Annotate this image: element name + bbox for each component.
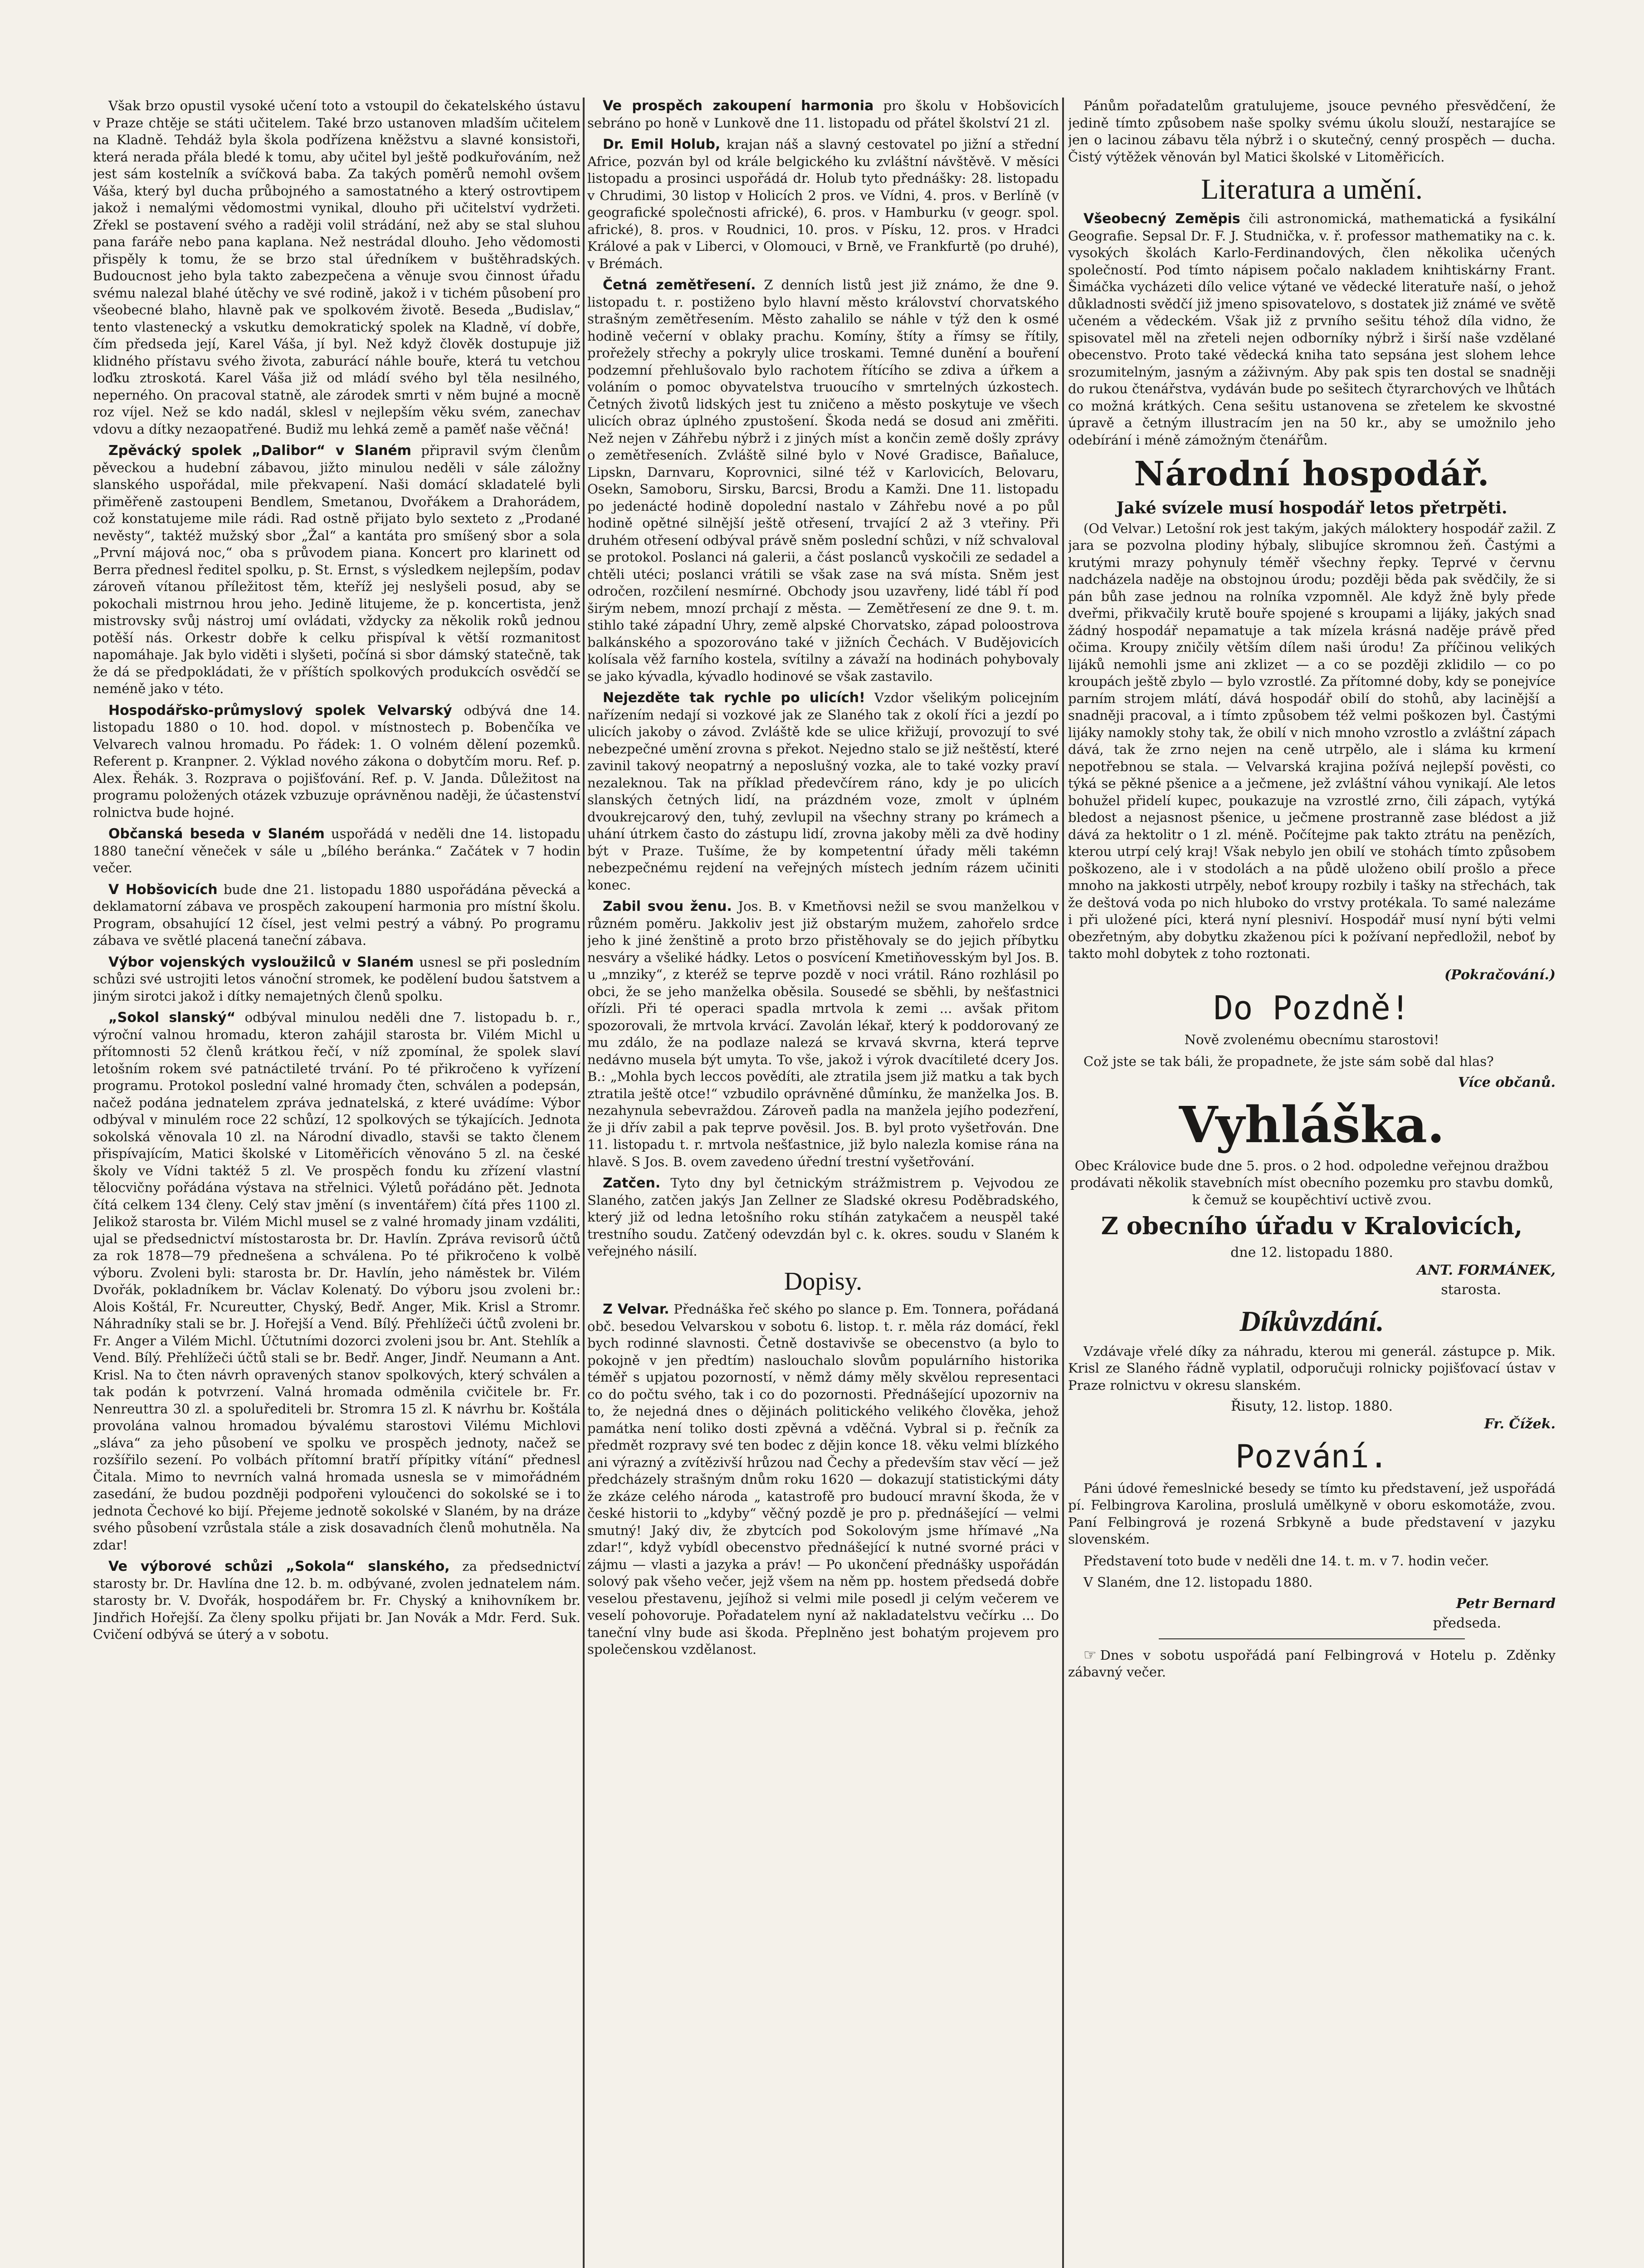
article-text: Však brzo opustil vysoké učení toto a vstoupil do čekatelského ústavu v Praze chtěje se státi učitelem. Také brzo ustanoven mladším učitelem na Kladně. Tehdáž byla škola podřízena kněžstvu a slavné konsistoři, která nerada přála bledé k tomu, aby učitel byl ještě podkuřováním, než jest sám kostelník a svíčková baba. Za takých poměrů nemohl ovšem Váša, který byl ducha průbojného a samostatného a který ostrovtipem jakož i nemalými vědomostmi vynikal, dlouho při učitelství vydržeti. Zřekl se postavení svého a raději volil strádání, než aby se stal sluhou pana faráře nebo pana kaplana. Než nestrádal dlouho. Jeho vědomosti přispěly k tomu, že se brzo stal úředníkem v buštěhradských. Budoucnost jeho byla takto zabezpečena a věnuje svou činnost úřadu svému nalezal blahé útěchy ve své rodině, jakož i v tichém působení pro všeobecné blaho, hlavně pak ve spolkovém životě. Beseda „Budislav,“ tento vlastenecký a vskutku demokratický spolek na Kladně, ví dobře, čím předseda její, Karel Váša, jí byl. Než když člověk dostupuje již klidného přístavu svého života, zaburácí náhle bouře, která tu vetchou loďku ztroskotá. Karel Váša již od mládí svého byl těla nesilného, neperného. On pracoval statně, ale zárodek smrti v něm bujné a mocně roz víjel. Než se kdo nadál, sklesl v nejlepším věku svém, zanechav vdovu a dítky nezaopatřené. Budiž mu lehká země a paměť naše věčná! xyxy=(93,98,581,437)
article-paragraph xyxy=(93,442,581,698)
article-paragraph xyxy=(587,1301,1059,1658)
article-text: Páni údové řemeslnické besedy se tímto ku představení, jež uspořádá pí. Felbingrova Karolina, proslulá umělkyně v oboru eskomotáže, zvou. Paní Felbingrová je rozená Srbkyně a bude představení v jazyku slovenském. xyxy=(1068,1480,1556,1547)
article-heading: Četná zemětřesení. xyxy=(603,277,756,293)
column-middle xyxy=(587,98,1059,2268)
article-paragraph xyxy=(93,98,581,438)
article-heading: Občanská beseda v Slaném xyxy=(108,826,325,842)
column-left xyxy=(93,98,581,2268)
article-paragraph xyxy=(93,881,581,949)
article-text: za předsednictví starosty br. Dr. Havlína dne 12. b. m. odbývané, zvolen jednatelem nám. starosty br. V. Dvořák, hospodářem br. Fr. Chyský a knihovníkem br. Jindřich Hořejší. Za členy spolku přijati br. Jan Novák a Mdr. Ferd. Suk. Cvičení odbývá se úterý a v sobotu. xyxy=(93,1559,581,1642)
article-text: Což jste se tak báli, že propadnete, že jste sám sobě dal hlas? xyxy=(1083,1053,1494,1069)
article-text: Z denních listů jest již známo, že dne 9. listopadu t. r. postiženo bylo hlavní město království chorvatského strašným zemětřesením. Město zahalilo se náhle v týž den k osmé hodině večerní v oblaky prachu. Komíny, štíty a římsy se řítily, prořežely střechy a pokryly ulice troskami. Temné dunění a bouření podzemní přehlušovalo bylo rachotem řítícího se zdiva a úřkem a voláním o pomoc obyvatelstva truoucího v smrtelných úzkostech. Četných životů lidských jest tu zničeno a město poskytuje ve všech ulicích obraz úplného zpustošení. Škoda nedá se dosud ani změřiti. Než nejen v Záhřebu nýbrž i z jiných míst a končin země došly zprávy o zemětřeseních. Zvláště silné bylo v Nové Gradisce, Bañaluce, Lipskn, Darnvaru, Koprovnici, silné též v Karlovicích, Belovaru, Osekn, Samoboru, Sirsku, Barcsi, Brodu a Kamži. Dne 11. listopadu po jedenácté hodině dopolední nastalo v Záhřebu nové a po půl hodině opětné silnější ještě otřesení, trvající 2 až 3 vteřiny. Při druhém otřesení odbýval právě sněm poslední schůzi, v níž schvaloval se protokol. Poslanci ná galerii, a část poslanců vyskočili ze sedadel a chtěli utéci; poslanci vrátili se však zase na svá místa. Sněm jest odročen, rozčilení nesmírné. Obchody jsou uzavřeny, lidé tábl ří pod širým nebem, mnozí prchají z města. — Zemětřesení ze dne 9. t. m. stihlo také západní Uhry, země alpské Chorvatsko, západ poloostrova balkánského a spozorováno také v jižních Čechách. V Budějovicích kolísala věž farního kostela, svítilny a závaží na hodinách pohybovaly se jako kývadla, kývadlo hodinové se však zastavilo. xyxy=(587,277,1059,684)
article-text: krajan náš a slavný cestovatel po jižní a střední Africe, pozván byl od krále belgického ku zvláštní návštěvě. V měsíci listopadu a prosinci uspořádá dr. Holub tyto přednášky: 28. listopadu v Chrudimi, 30 listop v Holicích 2 pros. ve Vídni, 4. pros. v Berlíně (v geografické společnosti africké), 6. pros. v Hamburku (v geogr. spol. africké), 8. pros. v Roudnici, 10. pros. v Písku, 12. pros. v Hradci Králové a pak v Liberci, v Olomouci, v Brně, ve Frankfurtě (po druhé), v Brémách. xyxy=(587,137,1059,271)
article-text: odbýval minulou neděli dne 7. listopadu b. r., výroční valnou hromadu, kteron zahájil starosta br. Vilém Michl u přítomnosti 52 členů krátkou řečí, v níž zpomínal, že spolek slaví letošním rokem své patnáctileté trvání. Po té přikročeno k vyřízení programu. Protokol poslední valné hromady čten, schválen a podepsán, načež podána jednatelem zpráva jednatelská, z které uvádíme: Výbor odbýval v minulém roce 22 schůzí, 12 spolkových se týkajících. Jednota sokolská věnovala 10 zl. na Národní divadlo, stavši se takto členem přispívajícím, Matici školské v Litoměřicích věnováno 5 zl. na české školy ve Vídni taktéž 5 zl. Ve prospěch fondu ku zřízení vlastní tělocvičny pořádána výstava na střelnici. Výletů pořádáno pět. Jednota čítá celkem 134 členy. Celý stav jmění (s inventářem) čítá přes 1100 zl. Jelikož starosta br. Vilém Michl musel se z valné hromady jinam vzdáliti, ujal se předsednictví místostarosta br. Dr. Havlín. Zpráva revisorů účtů za rok 1878—79 přednešena a schválena. Po té přikročeno k volbě výboru. Zvoleni byli: starosta br. Dr. Havlín, jeho náměstek br. Vilém Dvořák, pokladníkem br. Václav Kolenatý. Do výboru jsou zvoleni br.: Alois Koštál, Fr. Ncureutter, Chyský, Bedř. Anger, Mik. Krisl a Stromr. Náhradníky stali se br. J. Hořejší a Vend. Bílý. Přehlížeči účtů zvoleni br. Fr. Anger a Vilém Michl. Účtutními dozorci zvoleni jsou br. Ant. Stehlík a Vend. Bílý. Přehlížeči účtů stali se br. Bedř. Anger, Jindř. Neumann a Ant. Krisl. Na to čten návrh opravených stanov spolkových, který schválen a tak podán k potvrzení. Valná hromada odměnila cvičitele br. Fr. Nenreuttra 30 zl. a spoluřediteli br. Stromra 15 zl. K návrhu br. Koštála provolána valnou hromadou bývalému starostovi Vilému Michlovi „sláva“ za jeho působení ve spolku ve prospěch jednoty, načež se rozšířilo sezení. Po volbách přítomní bratří přípitky vítání“ přednesl Čitala. Mimo to nevrních valná hromada usnesla se v mimořádném zasedání, že budou pozdněji podpořeni vyloučenci do sokolské se i to jednota Čechové ko bijí. Přejeme jednotě sokolské v Slaném, by na dráze svého působení vzrůstala stále a zisk dosavadních členů mohutněla. Na zdar! xyxy=(93,1010,581,1553)
article-text: čili astronomická, mathematická a fysikální Geografie. Sepsal Dr. F. J. Studnička, v. ř. professor mathematiky na c. k. vysokých školách Karlo-Ferdinandových, člen několika učených společností. Pod tímto nápisem počalo nakladem knihtiskárny Frant. Šimáčka vycházeti dílo velice výtané ve vědecké literatuře naší, o jehož důkladnosti svědčí již jmeno spisovatelovo, s dostatek již známé ve světě učeném a vědeckém. Však již z prvního sešitu téhož díla vidno, že spisovatel měl na zřeteli nejen odborníky nýbrž i širší naše vzdělané obecenstvo. Proto také vědecká kniha tato sepsána jest slohem lehce srozumitelným, jasným a záživným. Aby pak spis ten dostal se snadněji do rukou čtenářstva, vydáván bude po sešitech čtyrarchových ve lhůtách co možná krátkých. Cena sešitu ustanovena se zřetelem ke skvostné úpravě a četným illustracím jen na 50 kr., aby se umožnilo jeho odebírání i méně zámožným čtenářům. xyxy=(1068,211,1556,448)
notice-line-text: Dnes v sobotu uspořádá paní Felbingrová v Hotelu p. Zděnky zábavný večer. xyxy=(1068,1647,1556,1680)
signature-title: předseda. xyxy=(1433,1615,1501,1631)
signature: (Pokračování.) xyxy=(1444,967,1556,983)
article-heading: Zpěvácký spolek „Dalibor“ v Slaném xyxy=(108,443,412,459)
article-paragraph xyxy=(93,702,581,821)
article-text: pro školu v Hobšovicích sebráno po honě v Lunkově dne 11. listopadu od přátel školství 21 zl. xyxy=(587,98,1059,131)
article-subheading: Jaké svízele musí hospodář letos přetrpěti. xyxy=(1116,498,1507,518)
article-paragraph xyxy=(587,98,1059,132)
signature: ANT. FORMÁNEK, xyxy=(1417,1262,1556,1279)
article-paragraph xyxy=(93,1558,581,1643)
notice-issuer: Z obecního úřadu v Kralovicích, xyxy=(1101,1212,1523,1241)
article-paragraph xyxy=(1068,1480,1556,1548)
article-text: Představení toto bude v neděli dne 14. t. m. v 7. hodin večer. xyxy=(1083,1553,1489,1569)
article-heading: Dr. Emil Holub, xyxy=(603,137,721,152)
pointing-hand-icon: ☞ xyxy=(1083,1646,1097,1663)
article-heading: Zatčen. xyxy=(603,1175,661,1191)
column-divider xyxy=(1062,98,1064,2268)
section-heading: Pozvání. xyxy=(1235,1438,1389,1476)
section-heading: Vyhláška. xyxy=(1179,1095,1445,1154)
article-heading: Zabil svou ženu. xyxy=(603,899,732,914)
dateline: dne 12. listopadu 1880. xyxy=(1230,1245,1393,1261)
article-paragraph xyxy=(587,136,1059,272)
article-paragraph xyxy=(587,1175,1059,1260)
article-text: Tyto dny byl četnickým strážmistrem p. Vejvodou ze Slaného, zatčen jakýs Jan Zellner ze Sladské okresu Poděbradského, který již od ledna letošního roku stíhán zatykačem a neuspěl také trestního soudu. Zatčený odevzdán byl c. k. okres. soudu v Slaném k veřejného násilí. xyxy=(587,1175,1059,1259)
signature: Více občanů. xyxy=(1458,1075,1556,1091)
notice-line xyxy=(1068,1647,1556,1681)
section-heading: Do Pozdně! xyxy=(1213,988,1410,1027)
column-right xyxy=(1068,98,1556,2268)
article-paragraph xyxy=(587,277,1059,685)
article-paragraph xyxy=(93,826,581,877)
article-paragraph xyxy=(587,689,1059,894)
article-heading: V Hobšovicích xyxy=(108,881,218,898)
signature-title: starosta. xyxy=(1441,1282,1501,1298)
section-heading: Literatura a umění. xyxy=(1201,173,1423,205)
article-text: Pánům pořadatelům gratulujeme, jsouce pevného přesvědčení, že jedině tímto způsobem naše spolky svému úkolu slouží, nestarajíce se jen o lacinou zábavu těla nýbrž i o skutečný, cenný prospěch — ducha. Čistý výtěžek věnován byl Matici školské v Litoměřicích. xyxy=(1068,98,1556,165)
article-paragraph xyxy=(1068,1574,1556,1591)
article-text: Vzdávaje vřelé díky za náhradu, kterou mi generál. zástupce p. Mik. Krisl ze Slaného řádně vyplatil, odporučuji rolnicky pojišťovací ústav v Praze rolnictvu v okresu slanském. xyxy=(1068,1343,1556,1393)
dateline: Řisuty, 12. listop. 1880. xyxy=(1230,1398,1393,1415)
article-text: Vzdor všelikým policejním nařízením nedají si vozkové jak ze Slaného tak z okolí říci a jezdí po ulicích jakoby o závod. Zvláště kde se ulice křižují, provozují to své nebezpečné umění zrovna s překot. Nejedno stalo se již neštěstí, které zavinil takový neopatrný a neposlušný vozka, ale to také vozky praví nezaleknou. Tak na příklad předevčírem ráno, kdy je po ulicích slanských četných lidí, na prázdném voze, zmolt v úplném dvoukrejcarový den, tuhý, zevlupil na všechny strany po krámech a uhání útrkem často do zástupu lidí, zrovna jakoby měli za dvě hodiny být v Praze. Tušíme, že by kompetentní úřady měli takémn nebezpečnému rejdení na veřejných místech jedním rázem učiniti konec. xyxy=(587,690,1059,893)
article-text: V Slaném, dne 12. listopadu 1880. xyxy=(1083,1574,1313,1590)
column-divider xyxy=(583,98,585,2268)
article-paragraph xyxy=(1068,1053,1556,1070)
article-text: (Od Velvar.) Letošní rok jest takým, jakých máloktery hospodář zažil. Z jara se pozvolna plodiny hýbaly, slibujíce skromnou žeň. Častými a krutými mrazy pohynuly téměř všechny řepky. Teprvé v červnu nadcházela naděje na obstojnou úrodu; později běda pak svědčily, že si pán bůh zase jednou na rolníka vzpomněl. Ale když žně byly přede dveřmi, přikvačily krutě bouře spojené s kroupami a lijáky, jakých snad žádný hospodář nepamatuje a tak mízela krásná naděje právě před očima. Kroupy zničily větším dílem naši úrodu! Za příčinou velikých lijáků nemohli jsme ani zklizet — a co se později zklidilo — co po kroupách ještě zbylo — bylo vzrostlé. Za přítomné doby, kdy se ponejvíce parním strojem mlátí, dává hospodář obilí do stohů, aby lacinější a snadněji pracoval, a i tímto způsobem též velmi poškozen byl. Častými lijáky namokly stohy tak, že obilí v nich mnoho vzrostlo a zvláštní zápach dává, tak že zrno nejen na ceně utrpělo, ale i sláma ku krmení nepotřebnou se stala. — Velvarská krajina požívá nejlepší pověsti, co týká se pěkné pšenice a a ječmene, jež zvláštní váhou vynikají. Ale letos bohužel přidelí kupec, poukazuje na vzrostlé zrno, čili zápach, vytýká bledost a nejasnost pšenice, u ječmene prostranně zase blédost a již dává za hektolitr o 1 zl. méně. Počítejme pak takto ztrátu na penězích, kterou utrpí celý kraj! Však nebylo jen obilí ve stohách tímto způsobem poškozeno, ale i v stodolách a na půdě uloženo obilí prošlo a přece mnoho na jakkosti utrpěly, neboť kroupy rozbily i tašky na střechách, tak že deštová voda po nich hluboko do vrstvy protékala. To samé nalezáme i při uložené píci, která nyní plesniví. Hospodář musí nyní býti velmi obezřetným, aby dobytku zkaženou píci k požívaní nepředložil, neboť by takto mohl dobytek z toho roztonati. xyxy=(1068,520,1556,962)
article-text: Přednáška řeč ského po slance p. Em. Tonnera, pořádaná obč. besedou Velvarskou v sobotu 6. listop. t. r. měla ráz domácí, řekl bych rodinné slavnosti. Četně dostavivše se obecenstvo (a bylo to pokojně v jen předtím) naslouchalo slovům populárního historika téměř s upjatou pozorností, v němž dámy měly skvělou representaci co do počtu svého, tak i co do pozornosti. Přednášející upozorniv na to, že nejedná dnes o dějinách politického velikého člověka, jehož památka není toliko dosti zpěvná a vděčná. Vybral si p. řečník za předmět rozpravy své ten bodec z dějin konce 18. věku velmi blízkého ani výrazný a zvítězivší hrůzou nad Čechy a především stav věcí — jež předcházely strašným dnům roku 1620 — dokazují statistickými dáty že zkáze celého národa „ katastrofě pro budoucí mravní škoda, že v české historii to „kdyby“ věčný pozdě je pro p. přednášející — velmi smutný! Jaký div, že zbytcích pod Sokolovým jsme hřímavé „Na zdar!“, když vybídl obecenstvo přednášející k nutné svorné práci v zájmu — vlasti a jazyka a práv! — Po ukončení přednášky uspořádán solový pak všeho večer, jejž všem na něm pp. hostem předsedá dobře veselou přestavenu, jejíhož si velmi mile posedl ji celým večerem ve veselí pohovoruje. Pořadatelem nyní až nakladatelstvu večírku ... Do taneční vlny bude asi škoda. Přeplněno jest bohatým projevem pro společenskou vzdělanost. xyxy=(587,1301,1059,1657)
article-heading: Z Velvar. xyxy=(603,1301,669,1318)
article-heading: Ve prospěch zakoupení harmonia xyxy=(603,98,874,114)
article-heading: Všeobecný Zeměpis xyxy=(1083,211,1240,227)
section-heading: Národní hospodář. xyxy=(1134,455,1490,494)
article-paragraph xyxy=(1068,210,1556,449)
divider-rule xyxy=(1159,1638,1465,1639)
article-text: usnesl se při posledním schůzi své ustrojiti letos vánoční stromek, ke podělení budou šatstvem a jiným sirotci jakož i dítky nemajetných členů spolku. xyxy=(93,954,581,1004)
article-heading: „Sokol slanský“ xyxy=(108,1010,236,1026)
article-heading: Hospodářsko-průmyslový spolek Velvarský xyxy=(108,702,452,719)
article-text: uspořádá v neděli dne 14. listopadu 1880 taneční věneček v sále u „bílého beránka.“ Začátek v 7 hodin večer. xyxy=(93,826,581,875)
article-heading: Výbor vojenských vysloužilců v Slaném xyxy=(108,954,414,970)
article-paragraph xyxy=(587,898,1059,1170)
article-text: připravil svým členům pěveckou a hudební zábavou, jižto minulou neděli v sále záložny slanského uspořádal, mile překvapení. Naši domácí skladatelé byli přiměřeně zastoupeni Bendlem, Smetanou, Dvořákem a Drahorádem, což konstatujeme mile rádi. Rad ostně přijato bylo sexteto z „Prodané nevěsty“, taktéž mužský sbor „Žal“ a kantáta pro smíšený sbor a sola „První májová noc,“ oba s průvodem piana. Koncert pro klarinett od Berra přednesl ředitel spolku, p. St. Ernst, s výsledkem nejlepším, podav zároveň vítanou příležitost těm, kteříž jej neslyšeli posud, aby se pokochali mistrnou hrou jeho. Jedině litujeme, že p. koncertista, jenž mistrovsky svůj nástroj umí ovládati, vždycky za několik roků jednou potěší nás. Orkestr dobře k celku přispíval k větší rozmanitost napomáhaje. Jak bylo viděti i slyšeti, počíná si sbor dámský statečně, tak že dá se předpokládati, že v příštích spolkových produkcích osvědčí se neméně jako v této. xyxy=(93,443,581,696)
article-paragraph xyxy=(1068,520,1556,963)
signature: Petr Bernard xyxy=(1456,1595,1556,1612)
section-heading: Dopisy. xyxy=(784,1267,863,1295)
article-paragraph xyxy=(1068,1343,1556,1394)
article-heading: Nejezděte tak rychle po ulicích! xyxy=(603,690,865,706)
article-paragraph xyxy=(1068,1553,1556,1570)
article-text: odbývá dne 14. listopadu 1880 o 10. hod. dopol. v místnostech p. Bobenčíka ve Velvarech valnou hromadu. Po řádek: 1. O volném dělení pozemků. Referent p. Kranpner. 2. Výklad nového zákona o dobytčím moru. Ref. p. Alex. Řehák. 3. Rozprava o pojišťování. Ref. p. V. Janda. Důležitost na programu položených otázek vzbuzuje oprávněnou naději, že účastenství rolnictva bude hojné. xyxy=(93,702,581,820)
notice-text: Obec Královice bude dne 5. pros. o 2 hod. odpoledne veřejnou dražbou prodávati několik stavebních míst obecního pozemku pro stavbu domků, k čemuž se koupěchtiví uctivě zvou. xyxy=(1070,1158,1554,1207)
signature: Fr. Čížek. xyxy=(1484,1416,1556,1432)
article-heading: Ve výborové schůzi „Sokola“ slanského, xyxy=(108,1559,450,1574)
notice-text: Nově zvolenému obecnímu starostovi! xyxy=(1184,1032,1439,1048)
article-text: Jos. B. v Kmetňovsi nežil se svou manželkou v různém poměru. Jakkoliv jest již obstarým mužem, zahořelo srdce jeho k jiné ženštině a proto brzo přistěhovaly se do jejich příbytku nesváry a všeliké hádky. Letos o posvícení Kmetiňovesským byl Jos. B. u „mnziky“, z kteréž se teprve pozdě v noci vrátil. Ráno rozhlásil po obci, že se jeho manželka oběsila. Sousedé se sběhli, by nešťastnici ořízli. Při té operaci spadla mrtvola k zemi ... avšak přitom spozorovali, že mrtvola krvácí. Zavolán lékař, který k poddorovaný ze mu zdálo, že na podlaze nalezá se krvavá skvrna, která teprve nedávno musela být umyta. To vše, jakož i výrok dvacítileté dcery Jos. B.: „Mohla bych leccos povědíti, ale ztratila jsem již matku a tak bych ztratila ještě otce!“ vzbudilo oprávněné důmínku, že manželka Jos. B. nezahynula sebevraždou. Zároveň padla na manžela jejího podezření, že ji dřív zabil a pak teprve pověsil. Jos. B. byl proto vyšetřován. Dne 11. listopadu t. r. mrtvola nešťastnice, již bylo nalezla komise rána na hlavě. S Jos. B. ovem zavedeno úřední trestní vyšetřování. xyxy=(587,899,1059,1169)
article-paragraph xyxy=(93,1009,581,1554)
section-heading: Díkůvzdání. xyxy=(1239,1305,1384,1338)
article-text: bude dne 21. listopadu 1880 uspořádána pěvecká a deklamatorní zábava ve prospěch zakoupení harmonia pro místní školu. Program, obsahující 12 čísel, jest velmi pestrý a vábný. Po programu zábava ve světlé placená taneční zábava. xyxy=(93,881,581,948)
article-paragraph xyxy=(93,954,581,1005)
article-paragraph xyxy=(1068,98,1556,166)
